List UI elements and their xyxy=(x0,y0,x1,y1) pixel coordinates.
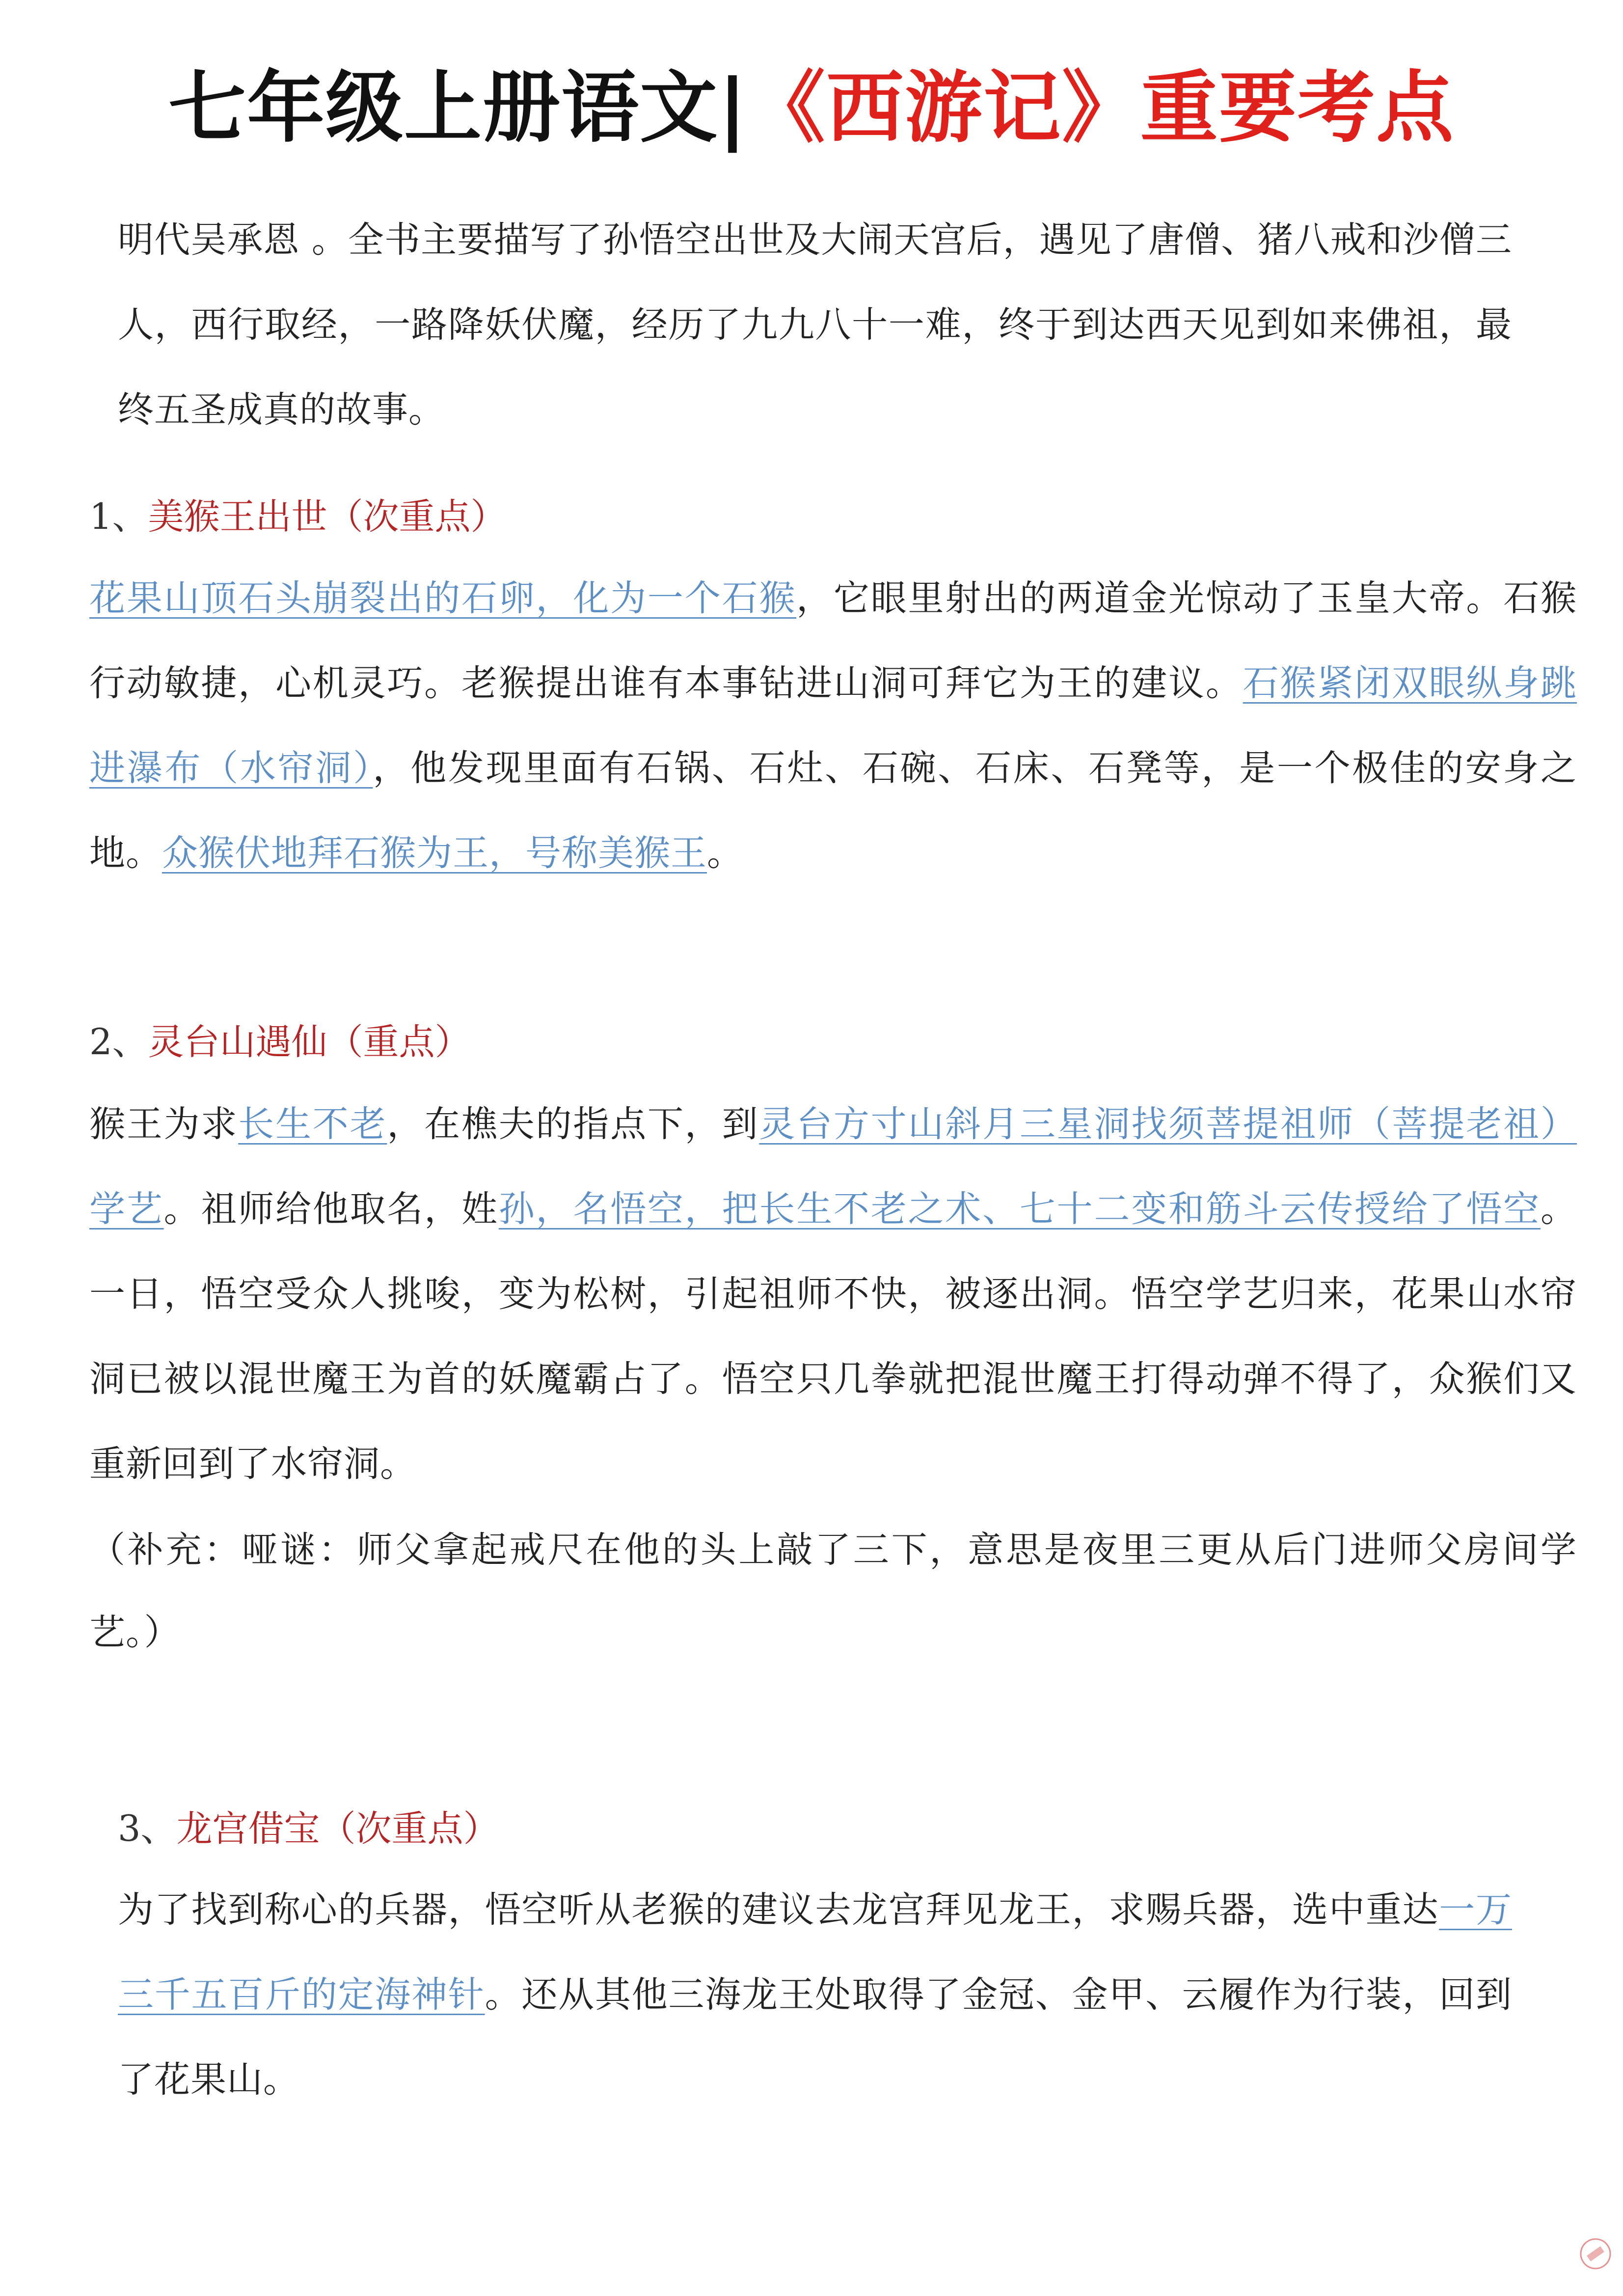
text-segment: ，在樵夫的指点下，到 xyxy=(387,1103,759,1145)
section-1-title: 美猴王出世（次重点） xyxy=(148,496,507,538)
stamp-icon xyxy=(1571,2230,1619,2277)
section-2-supplement: （补充：哑谜：师父拿起戒尺在他的头上敲了三下，意思是夜里三更从后门进师父房间学艺。） xyxy=(89,1529,1577,1653)
section-3-number: 3、 xyxy=(118,1808,177,1850)
section-3-title: 龙宫借宝（次重点） xyxy=(176,1808,499,1850)
section-1-heading xyxy=(89,492,506,542)
text-segment: 灵台方寸山斜月三星洞找须菩提祖师（菩提老祖）学艺 xyxy=(89,1103,1577,1230)
watermark-stamp-icon xyxy=(1564,2222,1623,2285)
text-segment: 。 xyxy=(707,832,743,874)
section-2-heading xyxy=(89,1018,470,1067)
text-segment: 。一日，悟空受众人挑唆，变为松树，引起祖师不快，被逐出洞。悟空学艺归来，花果山水帘洞已被以混世魔王为首的妖魔霸占了。悟空只几拳就把混世魔王打得动弹不得了，众猴们又重新回到了水帘洞。 xyxy=(89,1188,1577,1485)
title-grade-part: 七年级上册语文| xyxy=(168,63,748,153)
text-segment: 孙，名悟空，把长生不老之术、七十二变和筋斗云传授给了悟空 xyxy=(498,1188,1541,1230)
text-segment: ，它眼里射出的两道金光惊动了玉皇大帝。石猴行动敏捷，心机灵巧。老猴提出谁有本事钻进山洞可拜它为王的建议。 xyxy=(89,577,1577,704)
text-segment: 石猴紧闭双眼纵身跳进瀑布（水帘洞） xyxy=(89,662,1577,789)
text-segment: 为了找到称心的兵器，悟空听从老猴的建议去龙宫拜见龙王，求赐兵器，选中重达 xyxy=(118,1889,1439,1931)
text-segment: 花果山顶石头崩裂出的石卵，化为一个石猴 xyxy=(89,577,797,619)
section-3-paragraph xyxy=(118,1867,1512,2122)
section-2-paragraph xyxy=(89,1082,1577,1506)
intro-paragraph: 明代吴承恩 。全书主要描写了孙悟空出世及大闹天宫后，遇见了唐僧、猪八戒和沙僧三人，西行取经，一路降妖伏魔，经历了九九八十一难，终于到达西天见到如来佛祖，最终五圣成真的故事。 xyxy=(118,219,1512,431)
title-book-part: 《西游记》重要考点 xyxy=(747,63,1455,153)
section-2-number: 2、 xyxy=(89,1021,148,1063)
text-segment: ，他发现里面有石锅、石灶、石碗、石床、石凳等，是一个极佳的安身之地。 xyxy=(89,747,1577,874)
page-title xyxy=(0,59,1623,157)
text-segment: 猴王为求 xyxy=(89,1103,239,1145)
section-3-heading xyxy=(118,1804,499,1854)
section-1-number: 1、 xyxy=(89,496,148,538)
text-segment: 。还从其他三海龙王处取得了金冠、金甲、云履作为行装，回到了花果山。 xyxy=(118,1974,1513,2101)
text-segment: 一万三千五百斤的定海神针 xyxy=(118,1889,1513,2016)
text-segment: 众猴伏地拜石猴为王，号称美猴王 xyxy=(162,832,707,874)
text-segment: 长生不老 xyxy=(238,1103,387,1145)
text-segment: 。祖师给他取名，姓 xyxy=(163,1188,499,1230)
section-1-paragraph xyxy=(89,556,1577,896)
section-2-title: 灵台山遇仙（重点） xyxy=(148,1021,471,1063)
